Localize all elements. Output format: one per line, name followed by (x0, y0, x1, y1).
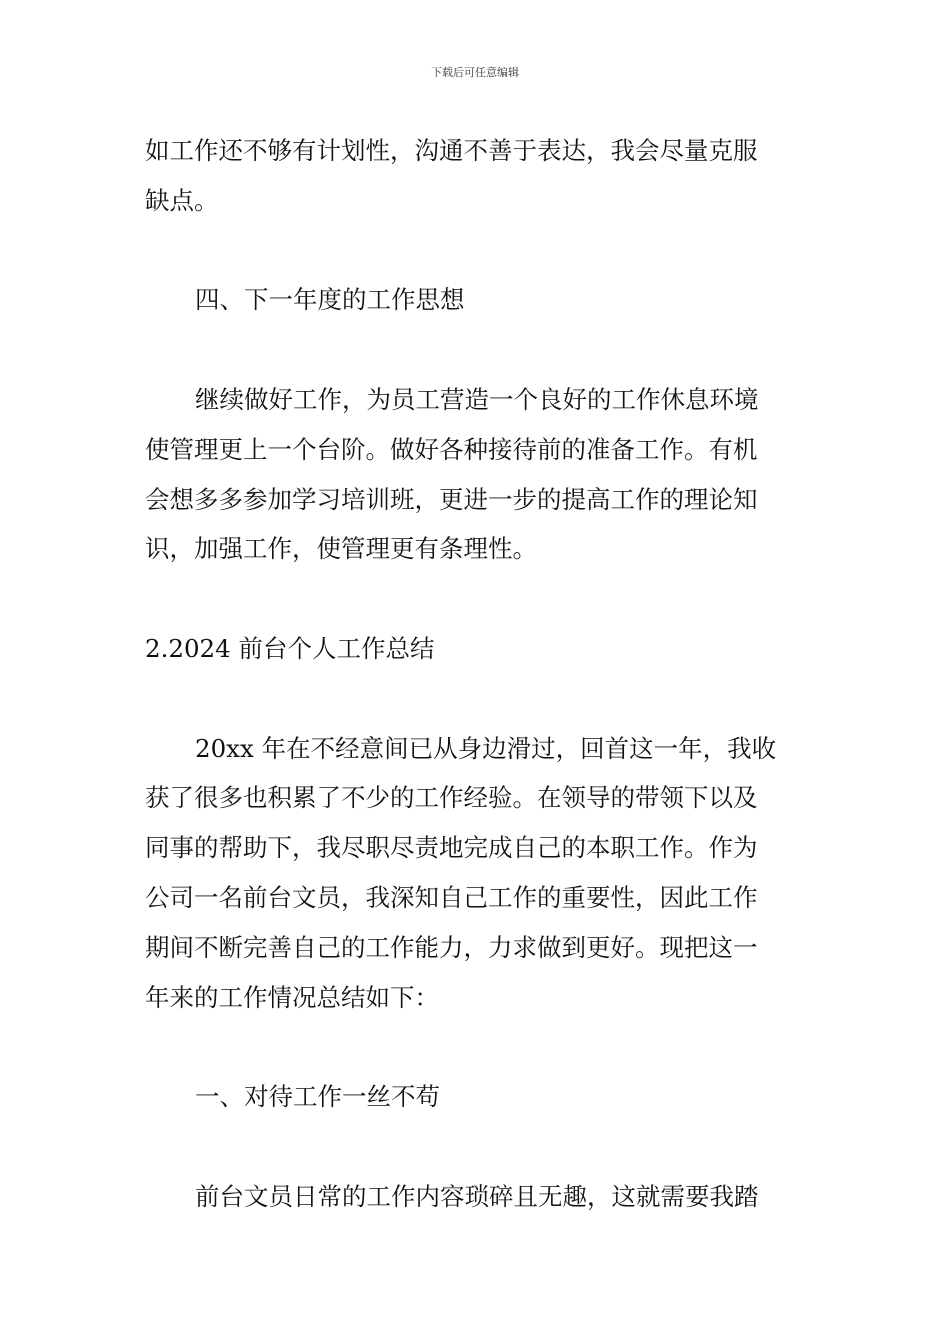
paragraph-line: 如工作还不够有计划性，沟通不善于表达，我会尽量克服 (145, 136, 758, 165)
paragraph-line: 获了很多也积累了不少的工作经验。在领导的带领下以及 (145, 783, 758, 813)
paragraph-line: 缺点。 (145, 185, 219, 215)
paragraph-line: 同事的帮助下，我尽职尽责地完成自己的本职工作。作为 (145, 833, 758, 863)
paragraph-line: 公司一名前台文员，我深知自己工作的重要性，因此工作 (145, 882, 758, 912)
page-header-note: 下载后可任意编辑 (431, 66, 519, 79)
section-heading-1: 一、对待工作一丝不苟 (195, 1082, 440, 1112)
paragraph-line: 识，加强工作，使管理更有条理性。 (145, 534, 537, 564)
paragraph-line: 期间不断完善自己的工作能力，力求做到更好。现把这一 (145, 932, 758, 962)
paragraph-line: 20xx 年在不经意间已从身边滑过，回首这一年，我收 (195, 733, 777, 763)
paragraph-line: 继续做好工作，为员工营造一个良好的工作休息环境 (195, 384, 759, 414)
paragraph-line: 前台文员日常的工作内容琐碎且无趣，这就需要我踏 (195, 1181, 759, 1211)
document-body (145, 126, 807, 1222)
section-heading-4: 四、下一年度的工作思想 (195, 285, 465, 315)
paragraph-line: 使管理更上一个台阶。做好各种接待前的准备工作。有机 (145, 434, 758, 464)
paragraph-line: 会想多多参加学习培训班，更进一步的提高工作的理论知 (145, 484, 758, 514)
document-subtitle: 2.2024 前台个人工作总结 (145, 633, 435, 663)
paragraph-line: 年来的工作情况总结如下： (145, 982, 439, 1012)
